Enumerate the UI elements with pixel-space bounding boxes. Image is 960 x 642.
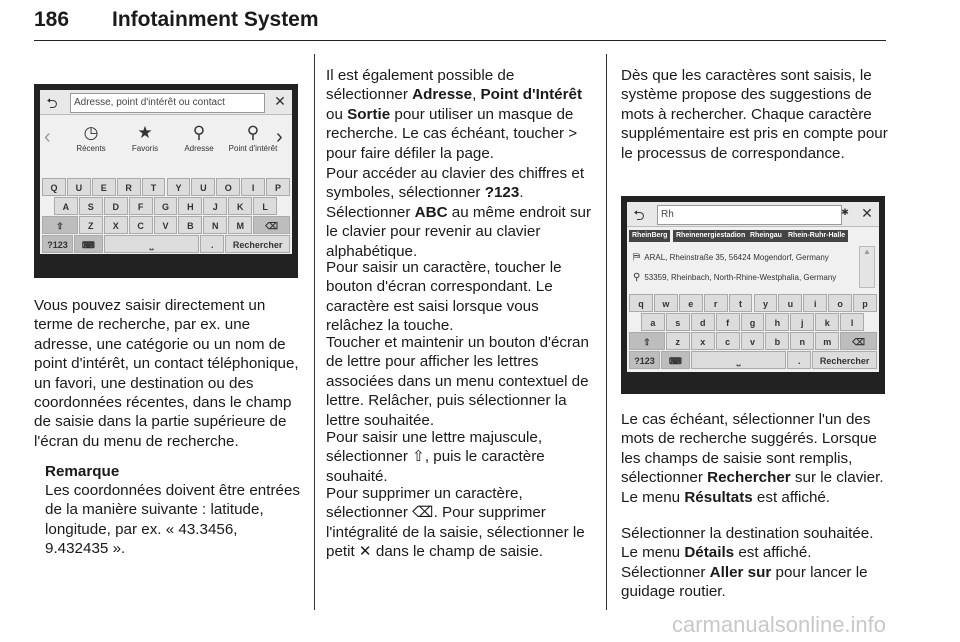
key-f[interactable]: F (129, 197, 153, 215)
clear-icon[interactable]: ✱ (841, 207, 849, 217)
category-recents[interactable] (66, 122, 116, 153)
note-title-text: Remarque (45, 463, 120, 480)
backspace-icon[interactable]: ⌫ (253, 216, 290, 234)
key-u[interactable]: U (191, 178, 215, 196)
chevron-right-icon[interactable]: › (276, 126, 283, 148)
search-bar (627, 202, 879, 227)
key-p[interactable]: p (853, 294, 877, 312)
search-bar (40, 90, 292, 115)
key-n[interactable]: n (790, 332, 814, 350)
category-address[interactable] (174, 122, 224, 153)
suggestion-chip[interactable]: RheinBerg (629, 230, 670, 242)
watermark: carmanualsonline.info (672, 612, 887, 637)
key-t[interactable]: T (142, 178, 166, 196)
numeric-key-button[interactable]: ?123 (629, 351, 660, 369)
paragraph: Pour saisir un caractère, toucher le bouton d'écran correspondant. Le caractère est saisi lorsque vous relâchez la touche. (326, 259, 562, 335)
search-input[interactable]: Adresse, point d'intérêt ou contact (70, 93, 265, 113)
page-number: 186 (34, 8, 70, 31)
category-label: Favoris (131, 144, 159, 153)
flag-icon: ⛿ (633, 252, 641, 263)
suggestion-chip[interactable]: Rheingau (747, 230, 785, 242)
key-u[interactable]: u (778, 294, 802, 312)
key-b[interactable]: B (178, 216, 202, 234)
key-o[interactable]: o (828, 294, 852, 312)
category-poi[interactable] (224, 122, 282, 153)
keyboard-icon[interactable]: ⌨ (74, 235, 103, 253)
search-input[interactable]: Rh (657, 205, 842, 225)
space-icon[interactable]: ⎵ (691, 351, 787, 369)
poi-icon: ⚲ (246, 123, 260, 142)
key-e[interactable]: e (679, 294, 703, 312)
screenshot-search-keyboard (34, 84, 298, 278)
key-c[interactable]: c (716, 332, 740, 350)
search-button[interactable]: Rechercher (812, 351, 877, 369)
key-x[interactable]: x (691, 332, 715, 350)
key-b[interactable]: b (765, 332, 789, 350)
key-h[interactable]: h (765, 313, 789, 331)
key-m[interactable]: M (228, 216, 252, 234)
key-v[interactable]: V (154, 216, 178, 234)
note-title (45, 462, 300, 481)
key-c[interactable]: C (129, 216, 153, 234)
key-s[interactable]: s (666, 313, 690, 331)
key-j[interactable]: J (203, 197, 227, 215)
key-z[interactable]: z (666, 332, 690, 350)
key-m[interactable]: m (815, 332, 839, 350)
column-rule (606, 54, 607, 610)
paragraph: Dès que les caractères sont saisis, le système propose des suggestions de mots à rechercher. Chaque caractère supplémentaire est pris en compte pour le processus de correspondance. (621, 67, 888, 162)
key-p[interactable]: P (266, 178, 290, 196)
key-z[interactable]: Z (79, 216, 103, 234)
key-e[interactable]: E (92, 178, 116, 196)
key-d[interactable]: D (104, 197, 128, 215)
paragraph: Il est également possible de sélectionner Adresse, Point d'Intérêt ou Sortie pour utiliser un masque de recherche. Le cas échéant, toucher > pour faire défiler la page. (326, 67, 583, 162)
key-w[interactable]: w (654, 294, 678, 312)
keyboard-icon[interactable]: ⌨ (661, 351, 690, 369)
key-a[interactable]: a (641, 313, 665, 331)
key-y[interactable]: Y (167, 178, 191, 196)
key-d[interactable]: d (691, 313, 715, 331)
key-r[interactable]: R (117, 178, 141, 196)
dot-key[interactable]: . (200, 235, 224, 253)
shift-icon[interactable]: ⇧ (629, 332, 665, 350)
key-q[interactable]: Q (42, 178, 66, 196)
key-s[interactable]: S (79, 197, 103, 215)
column-rule (314, 54, 315, 610)
screenshot-suggestions (621, 196, 885, 394)
key-l[interactable]: L (253, 197, 277, 215)
paragraph: Vous pouvez saisir directement un terme de recherche, par ex. une adresse, une catégorie ou un nom de point d'intérêt, un contact téléphonique, un favori, une destination ou des coordonnées récentes, dans le champ de saisie dans la partie supérieure de l'écran du menu de recherche. (34, 297, 299, 450)
category-favorites[interactable] (120, 122, 170, 153)
paragraph: Pour supprimer un caractère, sélectionner ⌫. Pour supprimer l'intégralité de la saisie, sélectionner le petit ✕ dans le champ de saisie. (326, 485, 585, 561)
key-i[interactable]: I (241, 178, 265, 196)
numeric-key-button[interactable]: ?123 (42, 235, 73, 253)
key-r[interactable]: r (704, 294, 728, 312)
key-x[interactable]: X (104, 216, 128, 234)
category-label: Adresse (184, 144, 214, 153)
category-label: Point d'intérêt (228, 144, 278, 153)
header-rule (34, 40, 886, 41)
suggestion-chip[interactable]: Rhein-Ruhr-Halle (785, 230, 848, 242)
key-h[interactable]: H (178, 197, 202, 215)
paragraph: Le cas échéant, sélectionner l'un des mots de recherche suggérés. Lorsque les champs de saisie sont remplis, sélectionner Rechercher sur le clavier. Le menu Résultats est affiché. (621, 411, 884, 506)
key-g[interactable]: G (154, 197, 178, 215)
space-icon[interactable]: ⎵ (104, 235, 200, 253)
suggestion-chip[interactable]: Rheinenergiestadion (673, 230, 748, 242)
suggestion-item[interactable] (633, 252, 829, 263)
key-u[interactable]: U (67, 178, 91, 196)
key-n[interactable]: N (203, 216, 227, 234)
scrollbar[interactable] (859, 246, 875, 288)
key-y[interactable]: y (754, 294, 778, 312)
note-body: Les coordonnées doivent être entrées de la manière suivante : latitude, longitude, par ex. « 43.3456, 9.432435 ». (45, 482, 300, 558)
search-button[interactable]: Rechercher (225, 235, 290, 253)
key-o[interactable]: O (216, 178, 240, 196)
paragraph: Pour accéder au clavier des chiffres et symboles, sélectionner ?123. Sélectionner ABC au même endroit sur le clavier pour revenir au clavier alphabétique. (326, 165, 592, 260)
category-label: Récents (76, 144, 106, 153)
key-k[interactable]: k (815, 313, 839, 331)
shift-icon[interactable]: ⇧ (42, 216, 78, 234)
key-q[interactable]: q (629, 294, 653, 312)
backspace-icon[interactable]: ⌫ (840, 332, 877, 350)
address-pin-icon: ⚲ (192, 123, 206, 142)
back-icon[interactable]: ⮌ (633, 207, 645, 223)
key-g[interactable]: g (741, 313, 765, 331)
key-i[interactable]: i (803, 294, 827, 312)
key-t[interactable]: t (729, 294, 753, 312)
dot-key[interactable]: . (787, 351, 811, 369)
suggestion-item[interactable] (633, 272, 836, 283)
scroll-up-icon[interactable]: ▲ (863, 247, 871, 256)
clock-icon: ◷ (83, 123, 99, 142)
paragraph: Sélectionner la destination souhaitée. Le menu Détails est affiché. Sélectionner Aller sur pour lancer le guidage routier. (621, 525, 874, 601)
key-f[interactable]: f (716, 313, 740, 331)
back-icon[interactable]: ⮌ (46, 95, 58, 111)
chevron-left-icon[interactable]: ‹ (44, 126, 51, 148)
paragraph: Toucher et maintenir un bouton d'écran de lettre pour afficher les lettres associées dans un menu contextuel de lettre. Relâcher, puis sélectionner la lettre souhaitée. (326, 334, 589, 429)
key-j[interactable]: j (790, 313, 814, 331)
star-icon: ★ (137, 123, 153, 142)
key-v[interactable]: v (741, 332, 765, 350)
map-pin-icon: ⚲ (633, 272, 641, 283)
key-l[interactable]: l (840, 313, 864, 331)
page-title: Infotainment System (112, 8, 319, 31)
close-icon[interactable]: ✕ (274, 93, 286, 109)
suggestion-text: ARAL, Rheinstraße 35, 56424 Mogendorf, Germany (644, 253, 829, 262)
key-k[interactable]: K (228, 197, 252, 215)
key-a[interactable]: A (54, 197, 78, 215)
suggestion-text: 53359, Rheinbach, North-Rhine-Westphalia, Germany (644, 273, 837, 282)
close-icon[interactable]: ✕ (861, 205, 873, 221)
paragraph: Pour saisir une lettre majuscule, sélectionner ⇧, puis le caractère souhaité. (326, 429, 545, 485)
